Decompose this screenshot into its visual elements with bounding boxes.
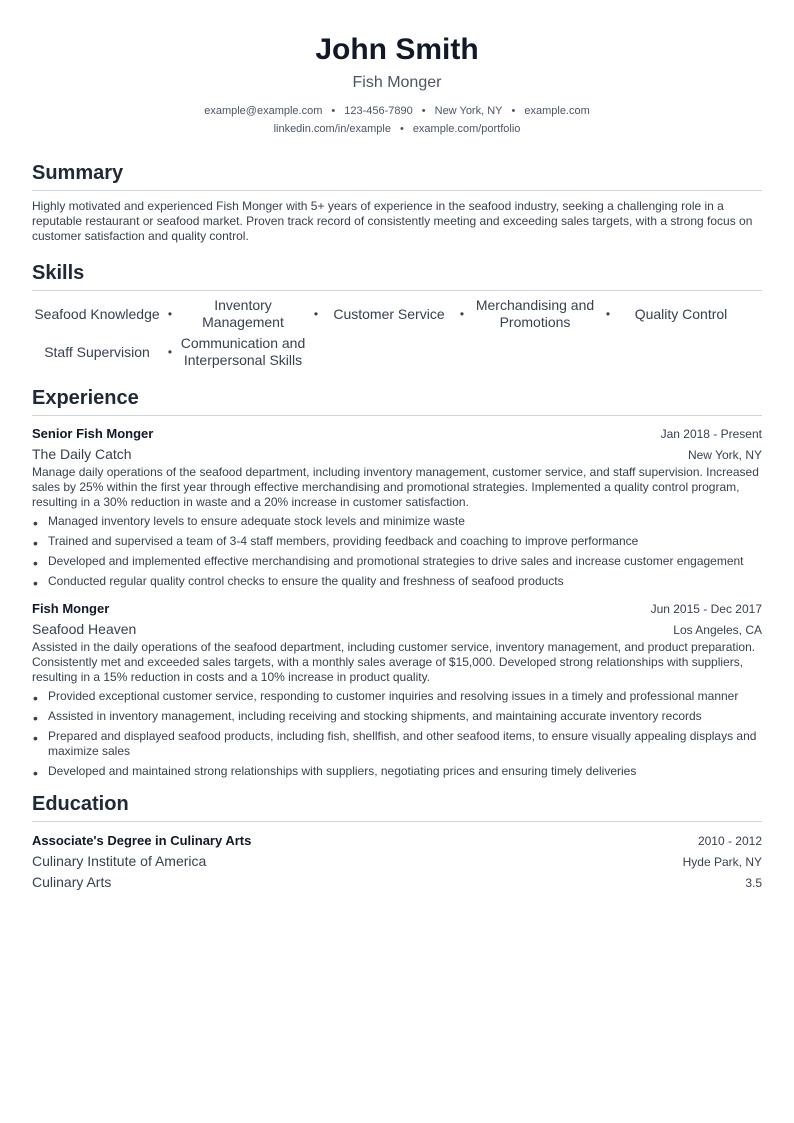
bullet-text: Developed and implemented effective merchandising and promotional strategies to drive sales and increase customer engagement [48,554,744,568]
skills-grid [32,295,762,371]
contact-line-1 [32,102,762,120]
job-description: Assisted in the daily operations of the seafood department, including customer service, inventory management, and product preparation. Consistently met and exceeded sales targets, with a monthly sales average of $15,000. Developed strong relationships with suppliers, resulting in a 15% reduction in costs and a 10% increase in product quality. [32,640,756,684]
bullet-dot: • [313,307,319,321]
contact-line-2 [32,120,762,138]
job-entry [32,599,762,779]
education-dates: 2010 - 2012 [697,834,762,848]
skill-label: Communication and Interpersonal Skills [180,335,306,368]
section-heading: Education [32,793,129,815]
bullet-text: Trained and supervised a team of 3-4 staff members, providing feedback and coaching to improve performance [48,534,639,548]
education-school-row [32,851,762,872]
list-item [32,689,762,704]
bullet-dot: • [605,307,611,321]
bullet-text: Conducted regular quality control checks to ensure the quality and freshness of seafood products [48,574,564,588]
education-field-row [32,872,762,893]
list-item [32,764,762,779]
skill-label: Seafood Knowledge [34,305,160,322]
skill-label: Staff Supervision [44,343,150,360]
job-header-row [32,599,762,619]
separator: • [421,105,426,117]
job-title: Fish Monger [32,601,110,616]
phone-text: 123-456-7890 [344,105,413,117]
skill-item [32,333,178,371]
job-dates: Jan 2018 - Present [660,427,762,441]
separator: • [511,105,516,117]
job-location: New York, NY [687,448,762,462]
list-item [32,574,762,589]
job-header-row [32,424,762,444]
company-name: Seafood Heaven [32,621,137,637]
candidate-name: John Smith [315,33,479,66]
bullet-dot: • [33,535,38,551]
section-divider [32,190,762,191]
email-link[interactable]: example@example.com [204,105,323,117]
bullet-dot: • [33,765,38,781]
list-item [32,534,762,549]
bullet-text: Assisted in inventory management, including receiving and stocking shipments, and maintaining accurate inventory records [48,709,702,723]
gpa-value: 3.5 [745,876,762,890]
job-bullets [32,514,762,589]
job-dates: Jun 2015 - Dec 2017 [650,602,762,616]
section-heading: Skills [32,262,85,284]
bullet-text: Prepared and displayed seafood products, including fish, shellfish, and other seafood items, to ensure visually appealing displays and maximize sales [48,729,757,758]
bullet-dot: • [167,307,173,321]
bullet-text: Provided exceptional customer service, responding to customer inquiries and resolving issues in a timely and professional manner [48,689,739,703]
separator: • [331,105,336,117]
section-heading: Experience [32,387,139,409]
bullet-dot: • [167,345,173,359]
summary-section [32,160,762,244]
website-link[interactable]: example.com [524,105,590,117]
linkedin-link[interactable]: linkedin.com/in/example [273,123,391,135]
school-name: Culinary Institute of America [32,853,207,869]
bullet-dot: • [33,575,38,591]
section-heading: Summary [32,162,124,184]
job-title: Senior Fish Monger [32,426,154,441]
skill-item [32,295,178,333]
skill-label: Quality Control [634,305,728,322]
bullet-dot: • [33,730,38,746]
portfolio-link[interactable]: example.com/portfolio [412,123,521,135]
education-degree-row [32,830,762,851]
bullet-dot: • [33,555,38,571]
job-company-row [32,619,762,640]
job-bullets [32,689,762,779]
skill-item [178,295,324,333]
bullet-dot: • [33,710,38,726]
school-location: Hyde Park, NY [682,855,762,869]
bullet-dot: • [459,307,465,321]
skill-label: Inventory Management [202,297,284,330]
skill-label: Customer Service [333,305,445,322]
skill-item [470,295,616,333]
skill-label: Merchandising and Promotions [475,297,595,330]
job-company-row [32,444,762,465]
education-section [32,791,762,893]
list-item [32,729,762,759]
job-entry [32,424,762,589]
list-item [32,554,762,569]
bullet-text: Developed and maintained strong relationships with suppliers, negotiating prices and ensuring timely deliveries [48,764,637,778]
section-divider [32,290,762,291]
location-text: New York, NY [434,105,503,117]
skill-item [324,295,470,333]
list-item [32,709,762,724]
separator: • [399,123,404,135]
bullet-dot: • [33,690,38,706]
bullet-text: Managed inventory levels to ensure adequate stock levels and minimize waste [48,514,465,528]
job-description: Manage daily operations of the seafood department, including inventory management, customer service, and staff supervision. Increased sales by 25% within the first year through effective merchandising and promotional strategies. Implemented a quality control program, resulting in a 30% reduction in waste and a 20% increase in customer satisfaction. [32,465,759,509]
degree-title: Associate's Degree in Culinary Arts [32,833,252,848]
section-divider [32,821,762,822]
skill-item [616,295,746,333]
resume-header [32,0,762,138]
bullet-dot: • [33,515,38,531]
job-location: Los Angeles, CA [673,623,762,637]
section-divider [32,415,762,416]
company-name: The Daily Catch [32,446,132,462]
experience-section [32,385,762,779]
skills-section [32,260,762,371]
field-of-study: Culinary Arts [32,874,112,890]
skill-item [178,333,308,371]
list-item [32,514,762,529]
candidate-title: Fish Monger [352,74,442,91]
summary-text: Highly motivated and experienced Fish Monger with 5+ years of experience in the seafood industry, seeking a challenging role in a reputable restaurant or seafood market. Proven track record of consistently meeting and exceeding sales targets, with a strong focus on customer satisfaction and quality control. [32,199,753,243]
